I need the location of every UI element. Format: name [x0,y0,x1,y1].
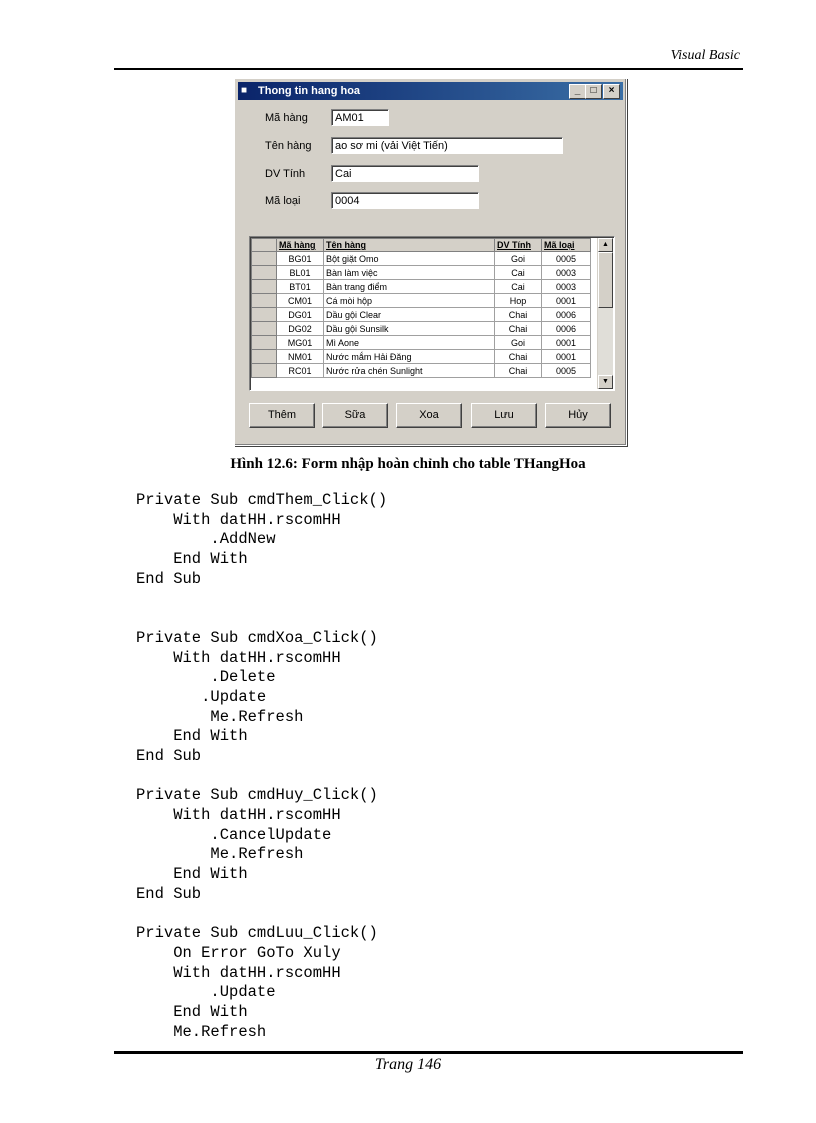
code-line [136,609,387,629]
table-row[interactable] [252,364,591,378]
cell-ma-loai[interactable]: 0003 [542,266,591,280]
cell-ma-loai[interactable]: 0001 [542,336,591,350]
code-line: End With [136,865,248,884]
cell-ten-hang[interactable]: Dầu gội Sunsilk [324,322,495,336]
cell-dv-tinh[interactable]: Cai [495,280,542,294]
maximize-icon[interactable]: □ [585,84,602,99]
row-selector[interactable] [252,364,277,378]
row-selector[interactable] [252,280,277,294]
table-row[interactable] [252,266,591,280]
grid-scrollbar[interactable] [597,238,613,389]
code-line: Private Sub cmdHuy_Click() [136,786,378,805]
code-listing [136,491,387,1042]
code-line: End Sub [136,884,202,903]
form-window [234,78,627,446]
huy-button[interactable]: Hủy [545,403,611,428]
code-line: .Update [136,687,267,706]
cell-dv-tinh[interactable]: Hop [495,294,542,308]
code-line: End Sub [136,746,202,765]
code-line: .CancelUpdate [136,825,332,844]
row-selector[interactable] [252,322,277,336]
cell-dv-tinh[interactable]: Chai [495,364,542,378]
data-grid[interactable] [249,236,615,391]
code-line: Me.Refresh [136,707,304,726]
close-icon[interactable]: × [603,84,620,99]
cell-ten-hang[interactable]: Nước rửa chén Sunlight [324,364,495,378]
cell-ma-hang[interactable]: MG01 [277,336,324,350]
label-ma-hang: Mã hàng [265,112,308,124]
cell-ten-hang[interactable]: Nước mắm Hải Đăng [324,350,495,364]
cell-ten-hang[interactable]: Mì Aone [324,336,495,350]
grid-header-row [252,239,591,252]
table-row[interactable] [252,308,591,322]
cell-ma-loai[interactable]: 0006 [542,322,591,336]
table-row[interactable] [252,294,591,308]
dv-tinh-field[interactable]: Cai [331,165,479,182]
code-line [136,904,387,924]
cell-ten-hang[interactable]: Dầu gội Clear [324,308,495,322]
code-line [136,589,387,609]
cell-ten-hang[interactable]: Bàn trang điểm [324,280,495,294]
table-row[interactable] [252,336,591,350]
col-header-dv-tinh[interactable]: DV Tính [495,239,542,252]
cell-ten-hang[interactable]: Bàn làm việc [324,266,495,280]
code-line: End With [136,727,248,746]
cell-ma-loai[interactable]: 0005 [542,364,591,378]
page-number: Trang 146 [374,1056,442,1073]
ma-hang-field[interactable]: AM01 [331,109,389,126]
cell-ma-hang[interactable]: CM01 [277,294,324,308]
code-line: With datHH.rscomHH [136,510,341,529]
xoa-button[interactable]: Xoa [396,403,462,428]
cell-dv-tinh[interactable]: Goi [495,252,542,266]
header-rule [114,68,743,70]
code-line: With datHH.rscomHH [136,963,341,982]
col-header-ma-hang[interactable]: Mã hàng [277,239,324,252]
cell-ten-hang[interactable]: Bột giặt Omo [324,252,495,266]
cell-ma-loai[interactable]: 0001 [542,294,591,308]
footer-rule [114,1051,743,1054]
table-row[interactable] [252,252,591,266]
figure-caption: Hình 12.6: Form nhập hoàn chỉnh cho table THangHoa [230,456,586,472]
row-selector[interactable] [252,252,277,266]
code-line: With datHH.rscomHH [136,648,341,667]
window-titlebar[interactable] [238,82,623,100]
code-line: Private Sub cmdXoa_Click() [136,628,378,647]
sua-button[interactable]: Sữa [322,403,388,428]
ten-hang-field[interactable]: ao sơ mi (vải Việt Tiến) [331,137,563,154]
them-button[interactable]: Thêm [249,403,315,428]
row-selector[interactable] [252,350,277,364]
cell-ma-hang[interactable]: DG01 [277,308,324,322]
code-line: End Sub [136,569,202,588]
luu-button[interactable]: Lưu [471,403,537,428]
minimize-icon[interactable]: _ [569,84,586,99]
row-selector-header [252,239,277,252]
label-dv-tinh: DV Tính [265,168,306,180]
row-selector[interactable] [252,294,277,308]
col-header-ma-loai[interactable]: Mã loại [542,239,591,252]
code-line: With datHH.rscomHH [136,806,341,824]
code-line: Private Sub cmdThem_Click() [136,491,388,509]
table-row[interactable] [252,280,591,294]
label-ten-hang: Tên hàng [265,140,312,152]
scroll-down-arrow-icon[interactable]: ▼ [598,375,613,389]
table-row[interactable] [252,350,591,364]
code-line: .Update [136,983,276,1002]
app-icon: ■ [241,85,248,96]
scroll-up-arrow-icon[interactable]: ▲ [598,238,613,252]
cell-dv-tinh[interactable]: Chai [495,350,542,364]
code-line: End With [136,550,248,569]
col-header-ten-hang[interactable]: Tên hàng [324,239,495,252]
window-title: Thong tin hang hoa [258,85,361,97]
cell-ma-hang[interactable]: BT01 [277,280,324,294]
label-ma-loai: Mã loại [265,195,301,207]
cell-ma-hang[interactable]: DG02 [277,322,324,336]
header-book-title: Visual Basic [670,48,740,63]
code-line [136,767,387,787]
cell-ma-loai[interactable]: 0003 [542,280,591,294]
code-line: Me.Refresh [136,845,304,864]
cell-ma-hang[interactable]: NM01 [277,350,324,364]
cell-dv-tinh[interactable]: Chai [495,308,542,322]
code-line: Me.Refresh [136,1022,267,1041]
cell-ma-loai[interactable]: 0001 [542,350,591,364]
cell-ma-hang[interactable]: BG01 [277,252,324,266]
cell-ma-loai[interactable]: 0005 [542,252,591,266]
row-selector[interactable] [252,308,277,322]
cell-dv-tinh[interactable]: Goi [495,336,542,350]
row-selector[interactable] [252,336,277,350]
cell-ma-hang[interactable]: BL01 [277,266,324,280]
ma-loai-field[interactable]: 0004 [331,192,479,209]
code-line: End With [136,1002,248,1021]
cell-ma-hang[interactable]: RC01 [277,364,324,378]
scroll-thumb[interactable] [598,252,613,308]
cell-ma-loai[interactable]: 0006 [542,308,591,322]
code-line: .AddNew [136,530,276,549]
table-row[interactable] [252,322,591,336]
code-line: Private Sub cmdLuu_Click() [136,924,378,943]
cell-dv-tinh[interactable]: Cai [495,266,542,280]
cell-ten-hang[interactable]: Cá mòi hộp [324,294,495,308]
row-selector[interactable] [252,266,277,280]
cell-dv-tinh[interactable]: Chai [495,322,542,336]
code-line: .Delete [136,668,276,687]
code-line: On Error GoTo Xuly [136,943,341,962]
